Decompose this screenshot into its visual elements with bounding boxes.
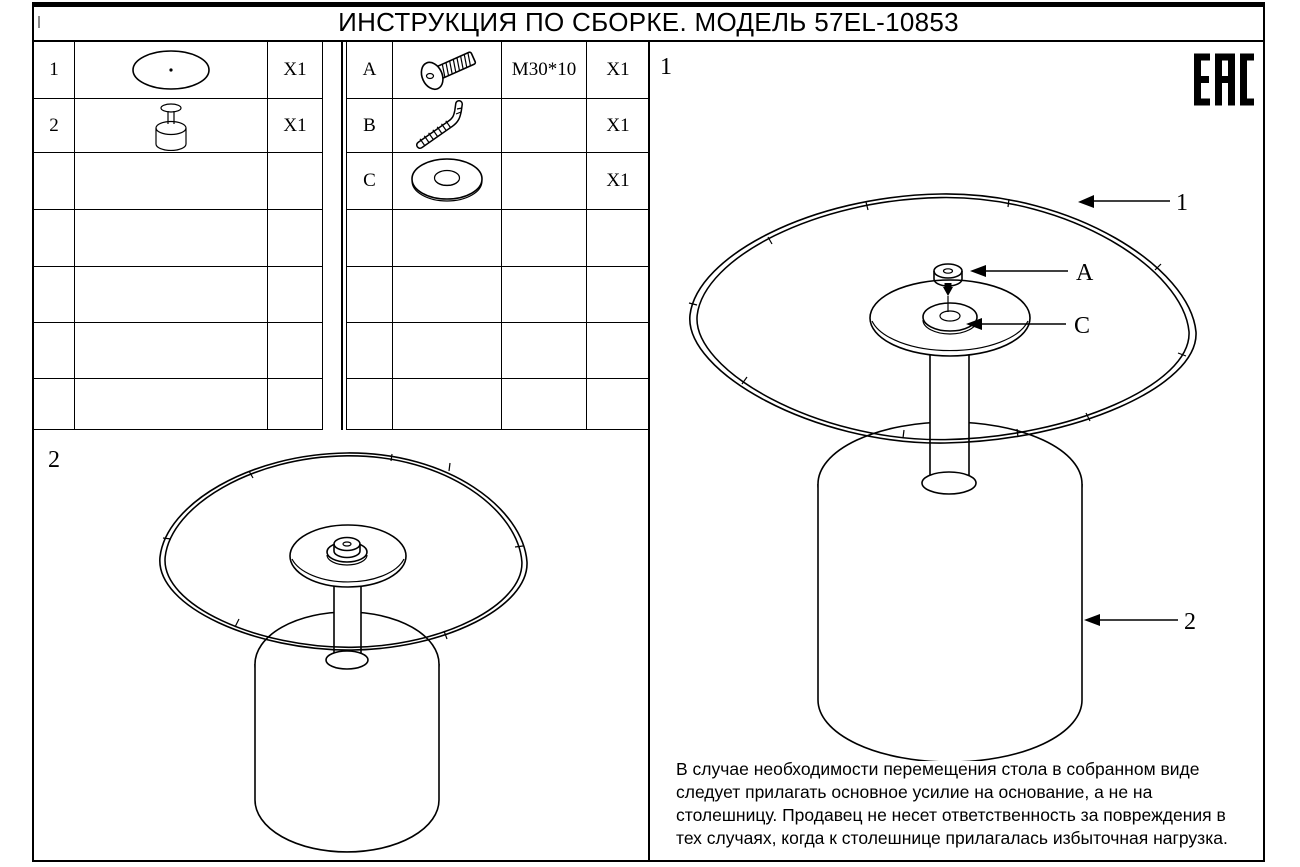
parts-table xyxy=(34,42,323,430)
tabletop-icon xyxy=(111,44,231,96)
page-title: ИНСТРУКЦИЯ ПО СБОРКЕ. МОДЕЛЬ 57EL-10853 xyxy=(338,7,959,37)
part-qty: X1 xyxy=(268,99,323,153)
support-column xyxy=(922,355,976,494)
step2-number: 2 xyxy=(48,447,60,473)
washer xyxy=(923,303,977,334)
hardware-table xyxy=(346,42,649,430)
part-image-cell xyxy=(75,99,268,153)
callout-base xyxy=(1084,609,1196,635)
hardware-image-cell xyxy=(393,99,502,153)
hardware-qty: X1 xyxy=(587,42,649,99)
hardware-spec xyxy=(502,99,587,153)
svg-text:C: C xyxy=(1074,313,1091,339)
note-line: следует прилагать основное усилие на основание, а не на xyxy=(676,782,1153,802)
svg-text:A: A xyxy=(1076,260,1094,286)
note-line: тех случаях, когда к столешнице прилагалась избыточная нагрузка. xyxy=(676,828,1228,848)
base-icon xyxy=(141,101,201,151)
column-collar xyxy=(326,651,368,669)
part-number: 1 xyxy=(34,42,75,99)
step2-diagram xyxy=(33,431,649,862)
table-separator-line xyxy=(341,42,343,430)
note-line: В случае необходимости перемещения стола в собранном виде xyxy=(676,759,1200,779)
hardware-id: C xyxy=(347,153,393,210)
note-text xyxy=(676,758,1261,850)
hardware-id: A xyxy=(347,42,393,99)
hardware-qty: X1 xyxy=(587,99,649,153)
step1-diagram xyxy=(650,42,1265,761)
note-line: столешницу. Продавец не несет ответственность за повреждения в xyxy=(676,805,1226,825)
hardware-image-cell xyxy=(393,42,502,99)
hardware-qty: X1 xyxy=(587,153,649,210)
column-collar xyxy=(922,472,976,494)
hardware-spec: M30*10 xyxy=(502,42,587,99)
hardware-image-cell xyxy=(393,153,502,210)
title-bar xyxy=(32,5,1265,42)
svg-text:2: 2 xyxy=(1184,609,1196,635)
allen-key-icon xyxy=(400,100,495,152)
screw-icon xyxy=(400,44,495,96)
hardware-id: B xyxy=(347,99,393,153)
washer-icon xyxy=(400,155,495,207)
svg-text:1: 1 xyxy=(1176,190,1188,216)
step1-number: 1 xyxy=(660,54,672,80)
hardware-spec xyxy=(502,153,587,210)
callout-tabletop xyxy=(1078,190,1188,216)
part-image-cell xyxy=(75,42,268,99)
part-number: 2 xyxy=(34,99,75,153)
part-qty: X1 xyxy=(268,42,323,99)
callout-screw xyxy=(970,260,1094,286)
